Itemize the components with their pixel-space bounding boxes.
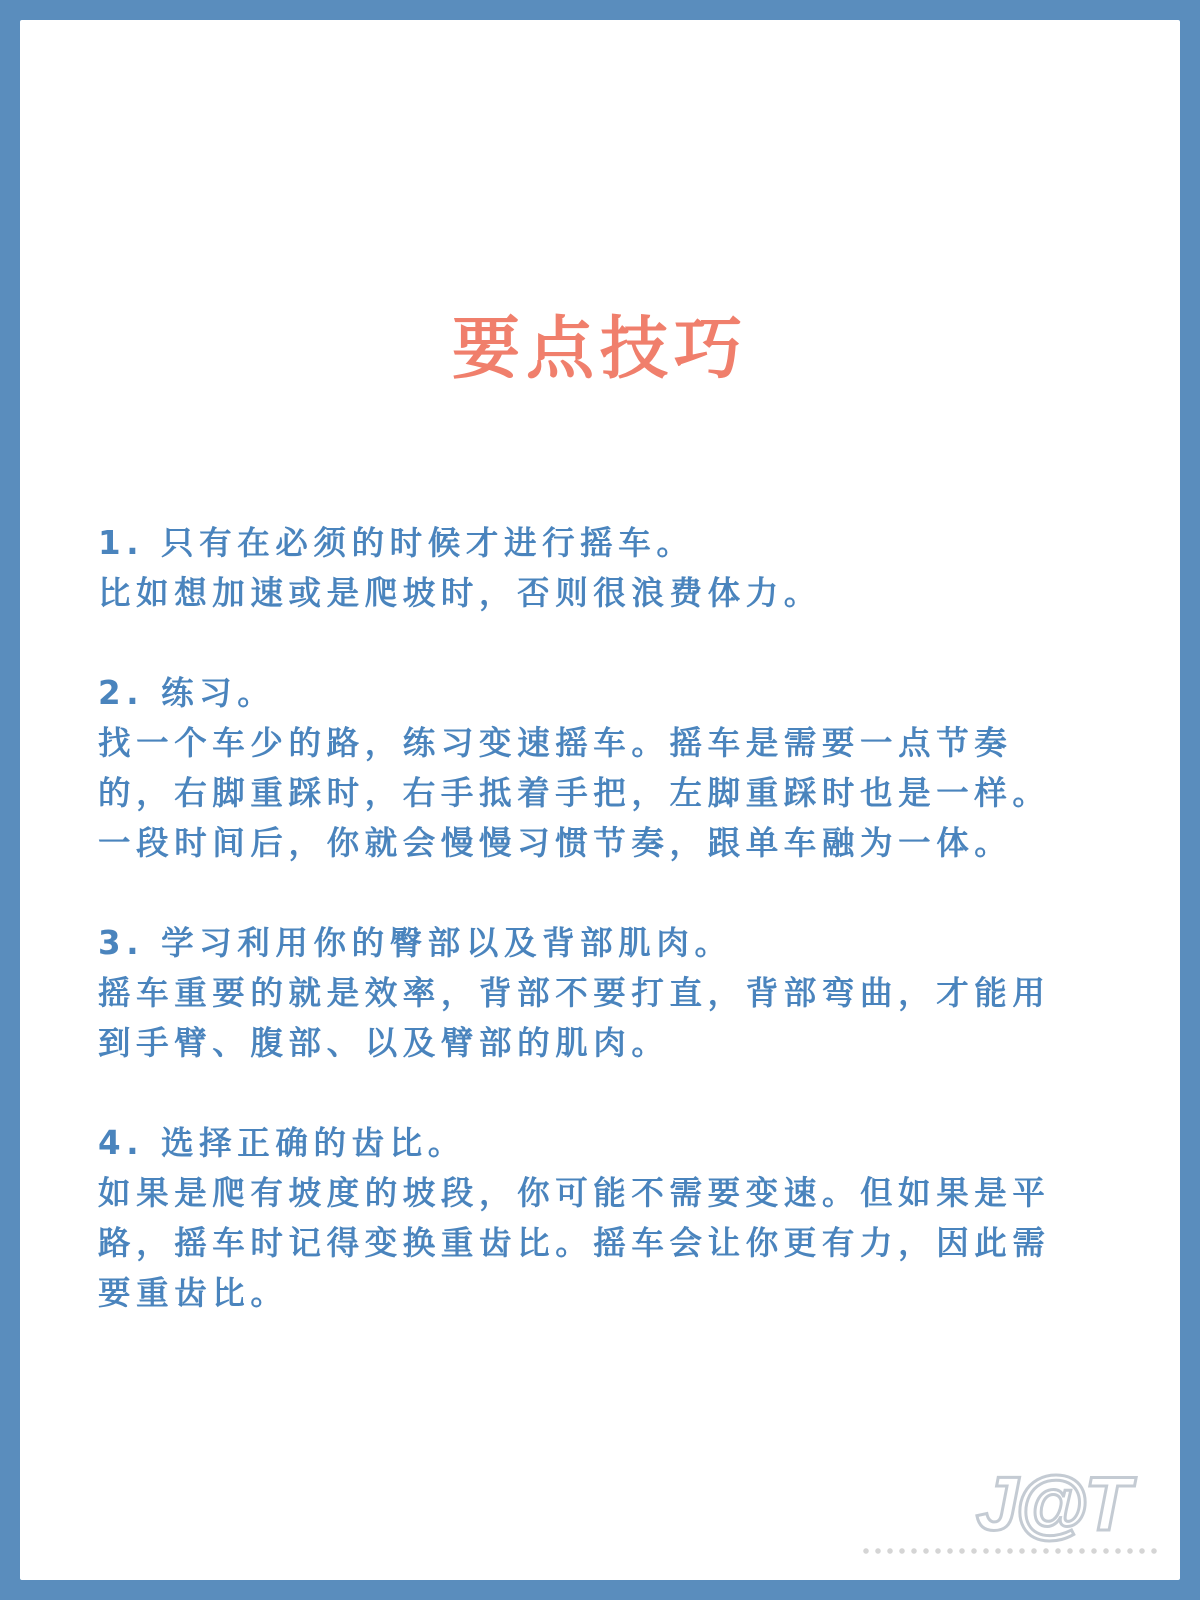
tip-body: 摇车重要的就是效率，背部不要打直，背部弯曲，才能用 到手臂、腹部、以及臂部的肌肉。 — [98, 974, 1051, 1062]
tip-body: 如果是爬有坡度的坡段，你可能不需要变速。但如果是平 路，摇车时记得变换重齿比。摇车会让你更有力，因此需 要重齿比。 — [98, 1174, 1051, 1312]
tip-heading: 3. 学习利用你的臀部以及背部肌肉。 — [98, 924, 733, 962]
watermark-logo — [968, 1456, 1158, 1544]
page-title: 要点技巧 — [451, 310, 748, 389]
decorative-dotted-strip — [860, 1545, 1160, 1557]
tips-list — [98, 518, 1148, 1368]
tip-item-4 — [98, 1118, 1148, 1318]
tip-item-1 — [98, 518, 1148, 618]
tip-body: 找一个车少的路，练习变速摇车。摇车是需要一点节奏 的，右脚重踩时，右手抵着手把，左脚重踩时也是一样。 一段时间后，你就会慢慢习惯节奏，跟单车融为一体。 — [98, 724, 1051, 862]
tip-item-3 — [98, 918, 1148, 1068]
tip-heading: 4. 选择正确的齿比。 — [98, 1124, 466, 1162]
watermark-logo-text: J@T — [976, 1462, 1127, 1544]
tip-item-2 — [98, 668, 1148, 868]
tip-heading: 2. 练习。 — [98, 674, 276, 712]
tip-body: 比如想加速或是爬坡时，否则很浪费体力。 — [98, 574, 822, 612]
tip-heading: 1. 只有在必须的时候才进行摇车。 — [98, 524, 695, 562]
content-card — [20, 20, 1180, 1580]
